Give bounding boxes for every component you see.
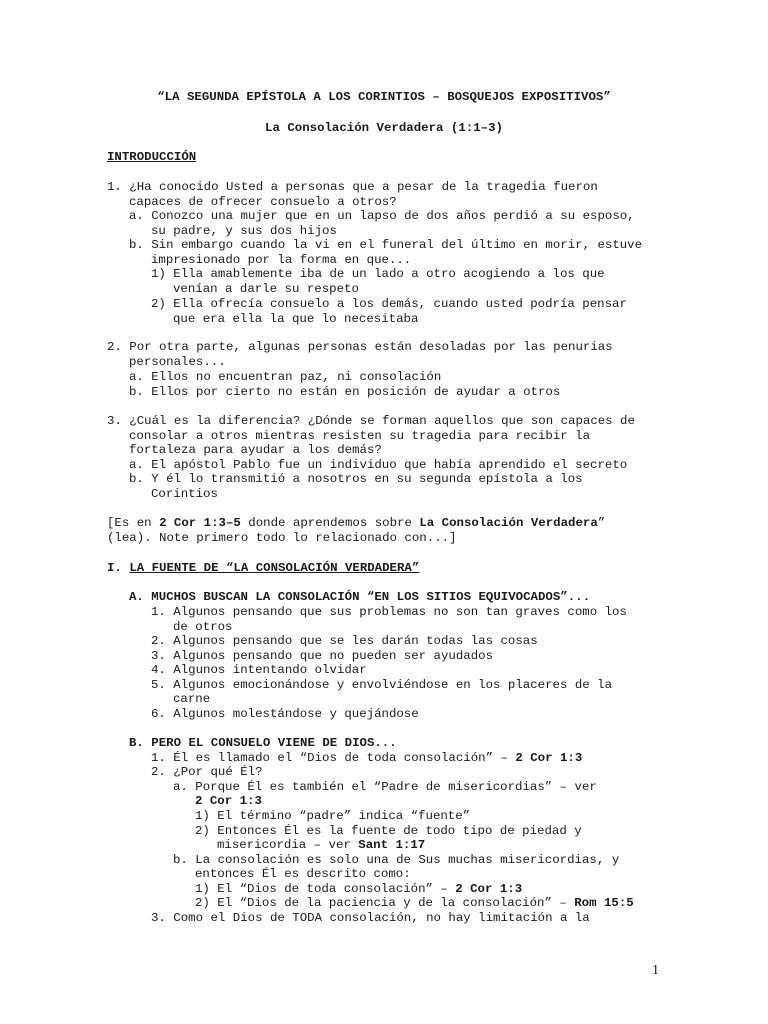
intro-point-1b2-line-2: que era ella la que lo necesitaba (173, 312, 419, 326)
intro-point-1b-line-1: b. Sin embargo cuando la vi en el funeral del último en morir, estuve (129, 238, 643, 252)
intro-point-1a-line-1: a. Conozco una mujer que en un lapso de dos años perdió a su esposo, (129, 209, 635, 223)
subsection-a-item-1-line-2: de otros (173, 620, 233, 634)
intro-point-3b-line-1: b. Y él lo transmitió a nosotros en su segunda epístola a los (129, 472, 583, 486)
intro-point-3-line-3: fortaleza para ayudar a los demás? (129, 443, 382, 457)
subsection-b-item-2b1 (195, 882, 522, 897)
intro-point-2b: b. Ellos por cierto no están en posición de ayudar a otros (129, 385, 561, 399)
intro-point-3a: a. El apóstol Pablo fue un individuo que había aprendido el secreto (129, 458, 628, 472)
page-number: 1 (652, 963, 659, 978)
subsection-b-item-2a2-text: misericordia – ver (217, 838, 359, 852)
subsection-b-item-2: 2. ¿Por qué Él? (151, 765, 263, 779)
subsection-b-item-2a2-ref: Sant 1:17 (358, 838, 426, 852)
intro-point-1b1-line-1: 1) Ella amablemente iba de un lado a otro acogiendo a los que (151, 267, 605, 281)
subsection-a-item-5-line-1: 5. Algunos emocionándose y envolviéndose en los placeres de la (151, 678, 613, 692)
document-subtitle: La Consolación Verdadera (1:1–3) (265, 121, 503, 135)
subsection-b-item-2a1: 1) El término “padre” indica “fuente” (195, 809, 471, 823)
note-scripture-ref: 2 Cor 1:3–5 (159, 516, 241, 530)
note-text-pre: [Es en (107, 516, 160, 530)
section-1-heading (107, 561, 419, 576)
subsection-b-item-2a-line-1: a. Porque Él es también el “Padre de misericordias” – ver (173, 780, 597, 794)
subsection-b-item-2b-line-2: entonces Él es descrito como: (195, 867, 411, 881)
intro-note-line-1 (107, 516, 605, 531)
subsection-b-item-1-text: 1. Él es llamado el “Dios de toda consolación” – (151, 751, 516, 765)
note-close-quote: ” (597, 516, 606, 530)
subsection-b-item-1-ref: 2 Cor 1:3 (515, 751, 583, 765)
subsection-a-item-2: 2. Algunos pensando que se les darán todas las cosas (151, 634, 538, 648)
intro-point-3b-line-2: Corintios (151, 487, 218, 501)
document-title: “LA SEGUNDA EPÍSTOLA A LOS CORINTIOS – BOSQUEJOS EXPOSITIVOS” (157, 90, 611, 104)
intro-note-line-2: (lea). Note primero todo lo relacionado con...] (107, 531, 457, 545)
subsection-b-item-2a2-line-2 (217, 838, 425, 853)
subsection-b-item-2a-ref: 2 Cor 1:3 (195, 794, 262, 808)
subsection-b-item-2b2-ref: Rom 15:5 (574, 896, 634, 910)
section-1-number: I. (107, 561, 130, 575)
subsection-b-item-2b1-text: 1) El “Dios de toda consolación” – (195, 882, 456, 896)
intro-point-2-line-2: personales... (129, 355, 226, 369)
intro-point-1b1-line-2: venían a darle su respeto (173, 282, 359, 296)
intro-point-1b2-line-1: 2) Ella ofrecía consuelo a los demás, cuando usted podría pensar (151, 297, 627, 311)
subsection-a-heading: A. MUCHOS BUSCAN LA CONSOLACIÓN “EN LOS SITIOS EQUIVOCADOS”... (129, 590, 591, 604)
subsection-a-item-5-line-2: carne (173, 692, 211, 706)
intro-point-1-line-1: 1. ¿Ha conocido Usted a personas que a pesar de la tragedia fueron (107, 180, 598, 194)
subsection-a-item-4: 4. Algunos intentando olvidar (151, 663, 367, 677)
intro-point-2a: a. Ellos no encuentran paz, ni consolación (129, 370, 442, 384)
section-1-title: LA FUENTE DE “LA CONSOLACIÓN VERDADERA” (129, 561, 420, 575)
note-text-mid: donde aprendemos sobre (240, 516, 420, 530)
subsection-b-item-2b2-text: 2) El “Dios de la paciencia y de la consolación” – (195, 896, 575, 910)
intro-point-3-line-1: 3. ¿Cuál es la diferencia? ¿Dónde se forman aquellos que son capaces de (107, 414, 635, 428)
subsection-b-item-2b1-ref: 2 Cor 1:3 (455, 882, 523, 896)
subsection-b-heading: B. PERO EL CONSUELO VIENE DE DIOS... (129, 736, 397, 750)
intro-point-1b-line-2: impresionado por la forma en que... (151, 253, 412, 267)
subsection-a-item-6: 6. Algunos molestándose y quejándose (151, 707, 419, 721)
subsection-a-item-1-line-1: 1. Algunos pensando que sus problemas no son tan graves como los (151, 605, 627, 619)
subsection-b-item-1 (151, 751, 582, 766)
subsection-b-item-2b-line-1: b. La consolación es solo una de Sus muchas misericordias, y (173, 853, 620, 867)
intro-point-1-line-2: capaces de ofrecer consuelo a otros? (129, 195, 397, 209)
subsection-b-item-2a2-line-1: 2) Entonces Él es la fuente de todo tipo de piedad y (195, 824, 582, 838)
subsection-b-item-3: 3. Como el Dios de TODA consolación, no hay limitación a la (151, 911, 590, 925)
intro-heading: INTRODUCCIÓN (107, 150, 197, 164)
intro-point-3-line-2: consolar a otros mientras resisten su tragedia para recibir la (129, 429, 591, 443)
note-topic: La Consolación Verdadera (419, 516, 598, 530)
subsection-b-item-2b2 (195, 896, 634, 911)
intro-point-2-line-1: 2. Por otra parte, algunas personas están desoladas por las penurias (107, 340, 613, 354)
intro-point-1a-line-2: su padre, y sus dos hijos (151, 224, 337, 238)
subsection-a-item-3: 3. Algunos pensando que no pueden ser ayudados (151, 649, 494, 663)
